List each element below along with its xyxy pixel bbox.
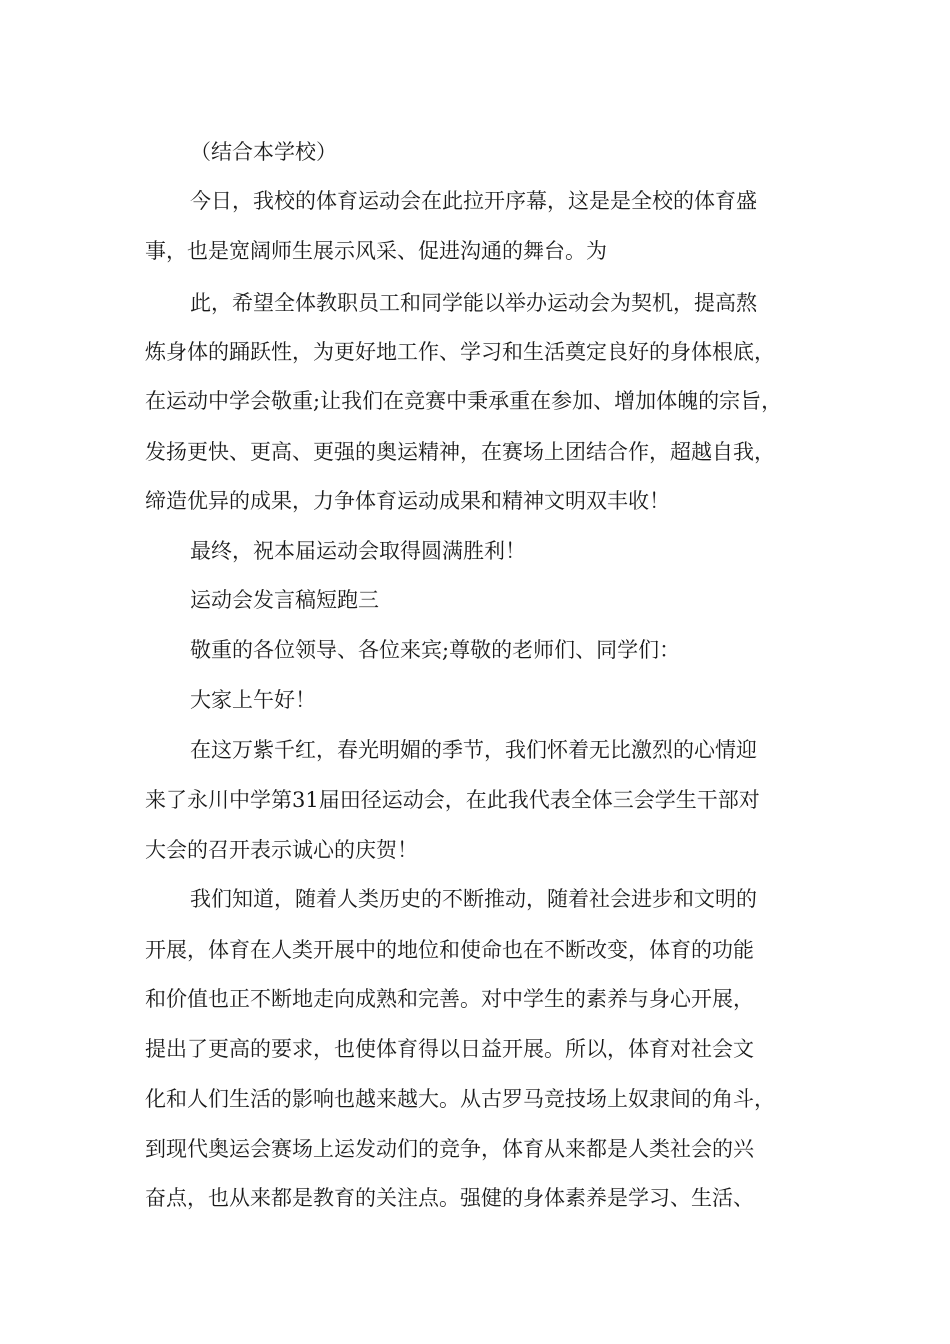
text-line: 事，也是宽阔师生展示风采、促进沟通的舞台。为 xyxy=(145,239,607,263)
text-line: 今日，我校的体育运动会在此拉开序幕，这是是全校的体育盛 xyxy=(190,189,757,213)
text-line: 化和人们生活的影响也越来越大。从古罗马竞技场上奴隶间的角斗， xyxy=(145,1087,775,1111)
text-line: 发扬更快、更高、更强的奥运精神，在赛场上团结合作，超越自我， xyxy=(145,440,775,464)
text-line: 大家上午好！ xyxy=(190,688,316,712)
text-line: 来了永川中学第31届田径运动会，在此我代表全体三会学生干部对 xyxy=(145,788,760,812)
text-line: （结合本学校） xyxy=(190,140,337,164)
text-line: 最终，祝本届运动会取得圆满胜利！ xyxy=(190,539,526,563)
text-line: 在运动中学会敬重;让我们在竞赛中秉承重在参加、增加体魄的宗旨， xyxy=(145,389,783,413)
text-line: 和价值也正不断地走向成熟和完善。对中学生的素养与身心开展， xyxy=(145,987,754,1011)
text-line: 大会的召开表示诚心的庆贺！ xyxy=(145,838,418,862)
text-line: 我们知道，随着人类历史的不断推动，随着社会进步和文明的 xyxy=(190,887,757,911)
text-line: 敬重的各位领导、各位来宾;尊敬的老师们、同学们： xyxy=(190,638,681,662)
text-line: 到现代奥运会赛场上运发动们的竞争，体育从来都是人类社会的兴 xyxy=(145,1137,754,1161)
text-line: 炼身体的踊跃性，为更好地工作、学习和生活奠定良好的身体根底， xyxy=(145,340,775,364)
text-line: 在这万紫千红，春光明媚的季节，我们怀着无比激烈的心情迎 xyxy=(190,738,757,762)
text-line: 缔造优异的成果，力争体育运动成果和精神文明双丰收！ xyxy=(145,489,670,513)
text-line: 奋点，也从来都是教育的关注点。强健的身体素养是学习、生活、 xyxy=(145,1186,754,1210)
text-line: 此，希望全体教职员工和同学能以举办运动会为契机，提高熬 xyxy=(190,291,757,315)
text-line: 开展，体育在人类开展中的地位和使命也在不断改变，体育的功能 xyxy=(145,938,754,962)
text-line: 提出了更高的要求，也使体育得以日益开展。所以，体育对社会文 xyxy=(145,1037,754,1061)
section-heading: 运动会发言稿短跑三 xyxy=(190,588,379,612)
